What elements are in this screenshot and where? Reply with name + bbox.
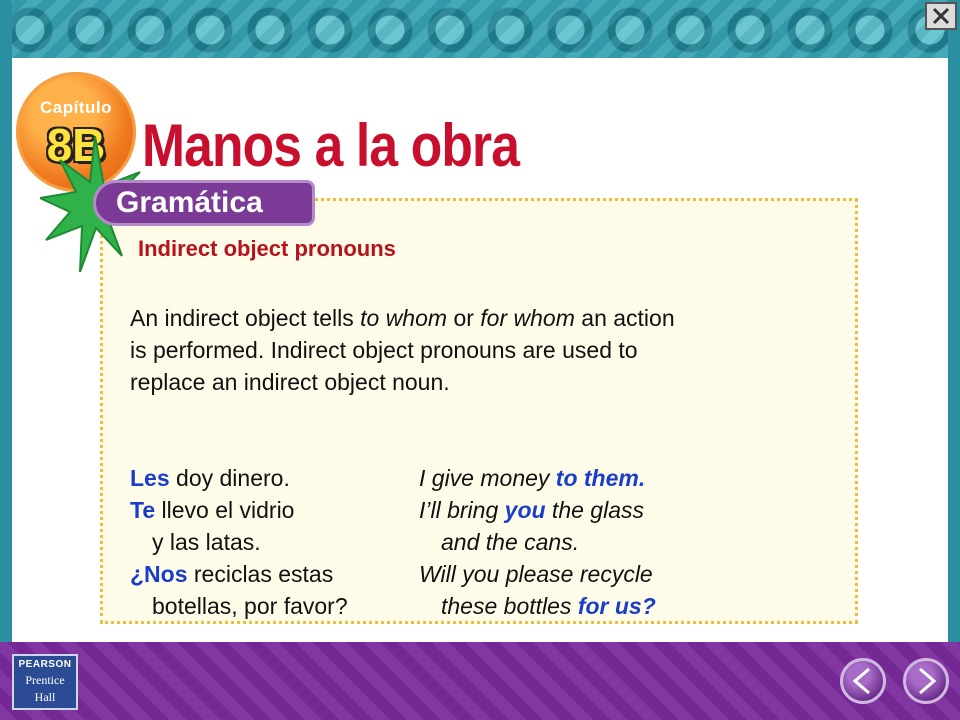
example-text: Will you please recycle (419, 561, 653, 587)
spanish-example-line (130, 558, 348, 590)
highlighted-pronoun: Te (130, 497, 156, 523)
english-translation-line (419, 526, 656, 558)
previous-slide-button[interactable] (840, 658, 886, 704)
grammar-tab (93, 180, 315, 226)
example-text: these bottles (441, 593, 578, 619)
spanish-example-line (130, 462, 348, 494)
example-text: the glass (545, 497, 644, 523)
grammar-tab-label: Gramática (116, 186, 263, 219)
english-translation-line (419, 590, 656, 622)
publisher-imprint-2: Hall (34, 690, 56, 704)
paragraph-run: for whom (480, 305, 575, 331)
chapter-label: Capítulo (40, 98, 112, 117)
close-icon (931, 6, 951, 26)
spanish-examples (130, 462, 348, 622)
close-button[interactable] (925, 2, 957, 30)
paragraph-run: or (447, 305, 481, 331)
spanish-example-line (130, 526, 348, 558)
english-translation-line (419, 558, 656, 590)
example-text: doy dinero. (169, 465, 290, 491)
spanish-example-line (130, 590, 348, 622)
highlighted-pronoun: for us? (577, 593, 656, 619)
page-title: Manos a la obra (142, 112, 520, 179)
highlighted-pronoun: ¿Nos (130, 561, 188, 587)
explanation-paragraph (130, 302, 690, 398)
publisher-logo (12, 654, 78, 710)
english-translation-line (419, 462, 656, 494)
paragraph-run: to whom (360, 305, 448, 331)
english-translations (419, 462, 656, 622)
example-text: I give money (419, 465, 556, 491)
highlighted-pronoun: Les (130, 465, 170, 491)
example-text: and the cans. (441, 529, 580, 555)
example-text: botellas, por favor? (152, 593, 348, 619)
example-text: y las latas. (152, 529, 261, 555)
publisher-name: PEARSON (18, 659, 72, 670)
highlighted-pronoun: to them. (555, 465, 646, 491)
right-border (948, 0, 960, 660)
next-slide-button[interactable] (903, 658, 949, 704)
example-text: I’ll bring (419, 497, 505, 523)
highlighted-pronoun: you (504, 497, 546, 523)
example-text: reciclas estas (187, 561, 334, 587)
example-text: llevo el vidrio (155, 497, 295, 523)
chevron-left-icon (851, 667, 875, 695)
chapter-number: 8B (46, 119, 106, 171)
publisher-imprint-1: Prentice (25, 673, 65, 687)
paragraph-run: An indirect object tells (130, 305, 361, 331)
section-subtitle: Indirect object pronouns (138, 236, 396, 261)
chevron-right-icon (914, 667, 938, 695)
decorative-header-band (0, 0, 960, 60)
english-translation-line (419, 494, 656, 526)
paragraph-run: an action is performed. Indirect object pronouns are used to replace an indirect object noun. (130, 305, 675, 395)
left-border (0, 0, 12, 660)
footer-bar (0, 642, 960, 720)
spanish-example-line (130, 494, 348, 526)
